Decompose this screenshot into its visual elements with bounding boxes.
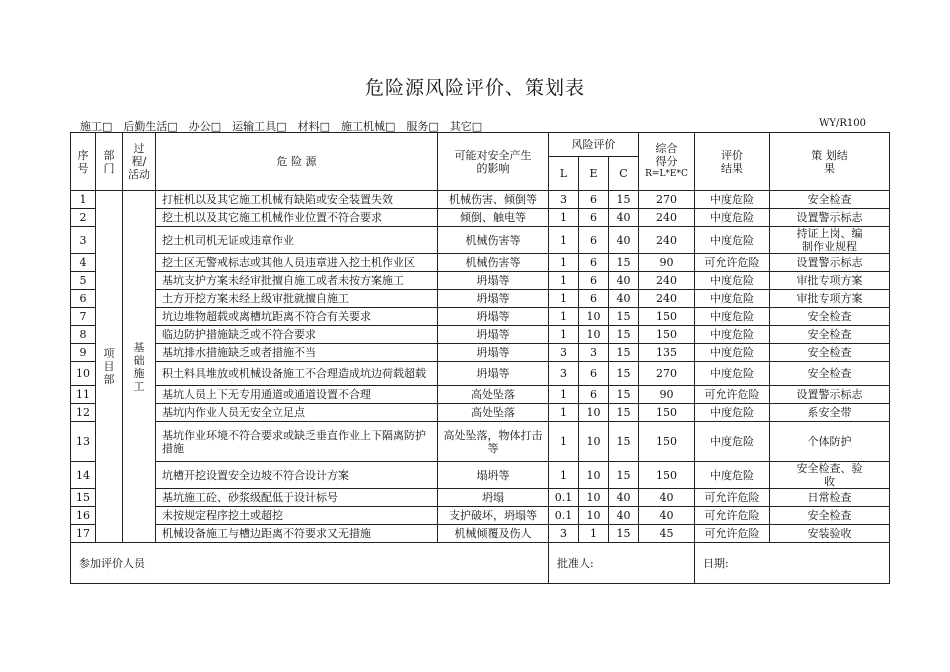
cell-L: 1	[549, 404, 579, 422]
cell-no: 11	[71, 386, 96, 404]
cell-plan: 日常检查	[770, 489, 890, 507]
cell-L: 1	[549, 209, 579, 227]
cell-plan: 安装验收	[770, 525, 890, 543]
cell-R: 40	[639, 507, 695, 525]
cell-no: 7	[71, 308, 96, 326]
cell-impact: 机械伤害等	[438, 227, 549, 254]
document-code: WY/R100	[819, 118, 866, 129]
cell-result: 可允许危险	[695, 254, 770, 272]
cell-plan: 安全检查、验收	[770, 462, 890, 489]
cell-E: 6	[579, 209, 609, 227]
cell-plan: 设置警示标志	[770, 386, 890, 404]
footer-approver: 批准人:	[549, 543, 695, 584]
cell-C: 40	[609, 227, 639, 254]
cell-plan: 安全检查	[770, 362, 890, 386]
cell-impact: 高处坠落，物体打击等	[438, 422, 549, 462]
cell-result: 中度危险	[695, 191, 770, 209]
cell-impact: 机械倾覆及伤人	[438, 525, 549, 543]
cell-E: 10	[579, 326, 609, 344]
table-row	[71, 290, 890, 308]
cell-C: 15	[609, 191, 639, 209]
cell-impact: 坍塌等	[438, 326, 549, 344]
cell-result: 中度危险	[695, 290, 770, 308]
table-row	[71, 404, 890, 422]
header-score-formula: R=L*E*C	[645, 169, 688, 179]
cell-result: 中度危险	[695, 462, 770, 489]
cell-C: 15	[609, 462, 639, 489]
cell-no: 6	[71, 290, 96, 308]
cell-plan: 设置警示标志	[770, 254, 890, 272]
table-row	[71, 507, 890, 525]
cell-L: 1	[549, 308, 579, 326]
cell-L: 1	[549, 422, 579, 462]
cell-result: 中度危险	[695, 422, 770, 462]
cell-plan: 安全检查	[770, 308, 890, 326]
cell-E: 6	[579, 227, 609, 254]
cell-E: 3	[579, 344, 609, 362]
cell-L: 0.1	[549, 489, 579, 507]
cell-R: 150	[639, 404, 695, 422]
cell-result: 中度危险	[695, 209, 770, 227]
cell-C: 15	[609, 308, 639, 326]
table-row	[71, 326, 890, 344]
cell-R: 240	[639, 209, 695, 227]
cell-impact: 机械伤害、倾倒等	[438, 191, 549, 209]
cell-result: 中度危险	[695, 362, 770, 386]
footer-participants: 参加评价人员	[71, 543, 549, 584]
header-risk-eval: 风险评价	[549, 133, 639, 157]
cell-hazard: 基坑支护方案未经审批擅自施工或者未按方案施工	[156, 272, 438, 290]
cell-plan: 审批专项方案	[770, 290, 890, 308]
cell-hazard: 基坑施工砼、砂浆级配低于设计标号	[156, 489, 438, 507]
cell-L: 3	[549, 362, 579, 386]
cell-L: 1	[549, 290, 579, 308]
header-result: 评价结果	[695, 133, 770, 191]
cell-plan: 设置警示标志	[770, 209, 890, 227]
cell-no: 12	[71, 404, 96, 422]
cell-C: 40	[609, 507, 639, 525]
cell-C: 15	[609, 386, 639, 404]
cell-E: 10	[579, 422, 609, 462]
cell-result: 中度危险	[695, 404, 770, 422]
cell-impact: 塌坍等	[438, 462, 549, 489]
cell-C: 15	[609, 326, 639, 344]
table-row	[71, 525, 890, 543]
cell-hazard: 基坑排水措施缺乏或者措施不当	[156, 344, 438, 362]
cell-R: 40	[639, 489, 695, 507]
cell-R: 90	[639, 386, 695, 404]
cell-C: 15	[609, 422, 639, 462]
table-row	[71, 308, 890, 326]
table-row	[71, 344, 890, 362]
cell-R: 135	[639, 344, 695, 362]
cell-impact: 倾倒、触电等	[438, 209, 549, 227]
process-cell	[123, 191, 156, 543]
cell-result: 中度危险	[695, 326, 770, 344]
cell-R: 150	[639, 326, 695, 344]
cell-E: 10	[579, 308, 609, 326]
cell-no: 17	[71, 525, 96, 543]
header-score	[639, 133, 695, 191]
cell-R: 240	[639, 272, 695, 290]
table-row	[71, 422, 890, 462]
table-row	[71, 191, 890, 209]
header-seq: 序号	[71, 133, 96, 191]
category-checkboxes: 施工□ 后勤生活□ 办公□ 运输工具□ 材料□ 施工机械□ 服务□ 其它□	[80, 120, 483, 133]
table-row	[71, 272, 890, 290]
cell-E: 1	[579, 525, 609, 543]
cell-C: 15	[609, 344, 639, 362]
cell-L: 1	[549, 254, 579, 272]
cell-L: 1	[549, 462, 579, 489]
table-row	[71, 489, 890, 507]
cell-hazard: 挖土机司机无证或违章作业	[156, 227, 438, 254]
cell-result: 可允许危险	[695, 525, 770, 543]
cell-L: 3	[549, 191, 579, 209]
cell-E: 6	[579, 272, 609, 290]
cell-E: 6	[579, 254, 609, 272]
table-row	[71, 362, 890, 386]
dept-cell	[96, 191, 123, 543]
cell-E: 6	[579, 191, 609, 209]
cell-hazard: 积土料具堆放或机械设备施工不合理造成坑边荷载超载	[156, 362, 438, 386]
cell-hazard: 基坑作业环境不符合要求或缺乏垂直作业上下隔离防护措施	[156, 422, 438, 462]
cell-hazard: 坑槽开挖设置安全边坡不符合设计方案	[156, 462, 438, 489]
cell-impact: 坍塌等	[438, 344, 549, 362]
cell-result: 可允许危险	[695, 507, 770, 525]
cell-L: 1	[549, 326, 579, 344]
cell-C: 40	[609, 209, 639, 227]
cell-hazard: 机械设备施工与槽边距离不符要求又无措施	[156, 525, 438, 543]
cell-R: 150	[639, 308, 695, 326]
cell-no: 1	[71, 191, 96, 209]
cell-impact: 机械伤害等	[438, 254, 549, 272]
cell-E: 10	[579, 507, 609, 525]
cell-no: 4	[71, 254, 96, 272]
cell-plan: 安全检查	[770, 344, 890, 362]
cell-R: 90	[639, 254, 695, 272]
cell-no: 14	[71, 462, 96, 489]
cell-C: 15	[609, 362, 639, 386]
cell-E: 6	[579, 290, 609, 308]
cell-C: 15	[609, 404, 639, 422]
cell-plan: 安全检查	[770, 326, 890, 344]
cell-no: 15	[71, 489, 96, 507]
cell-no: 9	[71, 344, 96, 362]
cell-result: 中度危险	[695, 272, 770, 290]
cell-no: 16	[71, 507, 96, 525]
cell-R: 270	[639, 191, 695, 209]
cell-no: 3	[71, 227, 96, 254]
cell-L: 1	[549, 272, 579, 290]
cell-hazard: 打桩机以及其它施工机械有缺陷或安全装置失效	[156, 191, 438, 209]
cell-impact: 坍塌等	[438, 362, 549, 386]
cell-hazard: 未按规定程序挖土或超挖	[156, 507, 438, 525]
cell-no: 10	[71, 362, 96, 386]
cell-impact: 高处坠落	[438, 404, 549, 422]
header-dept: 部门	[96, 133, 123, 191]
header-E: E	[579, 157, 609, 191]
cell-plan: 安全检查	[770, 507, 890, 525]
cell-R: 240	[639, 290, 695, 308]
header-plan: 策 划结 果	[770, 133, 890, 191]
cell-E: 10	[579, 404, 609, 422]
cell-hazard: 基坑内作业人员无安全立足点	[156, 404, 438, 422]
cell-no: 13	[71, 422, 96, 462]
process-value: 基础施工	[133, 340, 145, 393]
cell-L: 1	[549, 227, 579, 254]
cell-result: 可允许危险	[695, 489, 770, 507]
table-row	[71, 209, 890, 227]
cell-hazard: 土方开挖方案未经上级审批就擅自施工	[156, 290, 438, 308]
header-score-label: 综合得分	[655, 142, 678, 168]
cell-hazard: 基坑人员上下无专用通道或通道设置不合理	[156, 386, 438, 404]
table-row	[71, 254, 890, 272]
cell-L: 3	[549, 344, 579, 362]
header-process: 过程/活动	[123, 133, 156, 191]
cell-C: 40	[609, 290, 639, 308]
cell-result: 中度危险	[695, 308, 770, 326]
cell-R: 270	[639, 362, 695, 386]
cell-R: 240	[639, 227, 695, 254]
cell-R: 150	[639, 422, 695, 462]
cell-E: 10	[579, 462, 609, 489]
table-body	[71, 191, 890, 543]
cell-C: 15	[609, 254, 639, 272]
header-L: L	[549, 157, 579, 191]
header-impact: 可能对安全产生的影响	[438, 133, 549, 191]
table-row	[71, 462, 890, 489]
cell-R: 45	[639, 525, 695, 543]
footer-date: 日期:	[695, 543, 890, 584]
cell-hazard: 挖土机以及其它施工机械作业位置不符合要求	[156, 209, 438, 227]
cell-E: 6	[579, 386, 609, 404]
cell-result: 中度危险	[695, 227, 770, 254]
cell-plan: 个体防护	[770, 422, 890, 462]
cell-hazard: 临边防护措施缺乏或不符合要求	[156, 326, 438, 344]
cell-no: 5	[71, 272, 96, 290]
cell-impact: 坍塌等	[438, 272, 549, 290]
cell-L: 1	[549, 386, 579, 404]
cell-plan: 审批专项方案	[770, 272, 890, 290]
table-row	[71, 386, 890, 404]
cell-hazard: 坑边堆物超载或离槽坑距离不符合有关要求	[156, 308, 438, 326]
page-title: 危险源风险评价、策划表	[364, 77, 585, 99]
cell-plan: 系安全带	[770, 404, 890, 422]
cell-C: 40	[609, 272, 639, 290]
cell-C: 40	[609, 489, 639, 507]
cell-no: 8	[71, 326, 96, 344]
cell-impact: 坍塌	[438, 489, 549, 507]
header-C: C	[609, 157, 639, 191]
cell-R: 150	[639, 462, 695, 489]
risk-assessment-table	[70, 132, 890, 584]
cell-E: 10	[579, 489, 609, 507]
header-hazard: 危 险 源	[156, 133, 438, 191]
cell-result: 可允许危险	[695, 386, 770, 404]
cell-plan: 安全检查	[770, 191, 890, 209]
dept-value: 项目部	[103, 347, 115, 386]
cell-impact: 坍塌等	[438, 308, 549, 326]
cell-C: 15	[609, 525, 639, 543]
cell-plan: 持证上岗、编制作业规程	[770, 227, 890, 254]
cell-no: 2	[71, 209, 96, 227]
cell-impact: 坍塌等	[438, 290, 549, 308]
cell-result: 中度危险	[695, 344, 770, 362]
cell-impact: 支护破坏，坍塌等	[438, 507, 549, 525]
cell-impact: 高处坠落	[438, 386, 549, 404]
cell-hazard: 挖土区无警戒标志或其他人员违章进入挖土机作业区	[156, 254, 438, 272]
cell-L: 0.1	[549, 507, 579, 525]
cell-E: 6	[579, 362, 609, 386]
cell-L: 3	[549, 525, 579, 543]
table-row	[71, 227, 890, 254]
